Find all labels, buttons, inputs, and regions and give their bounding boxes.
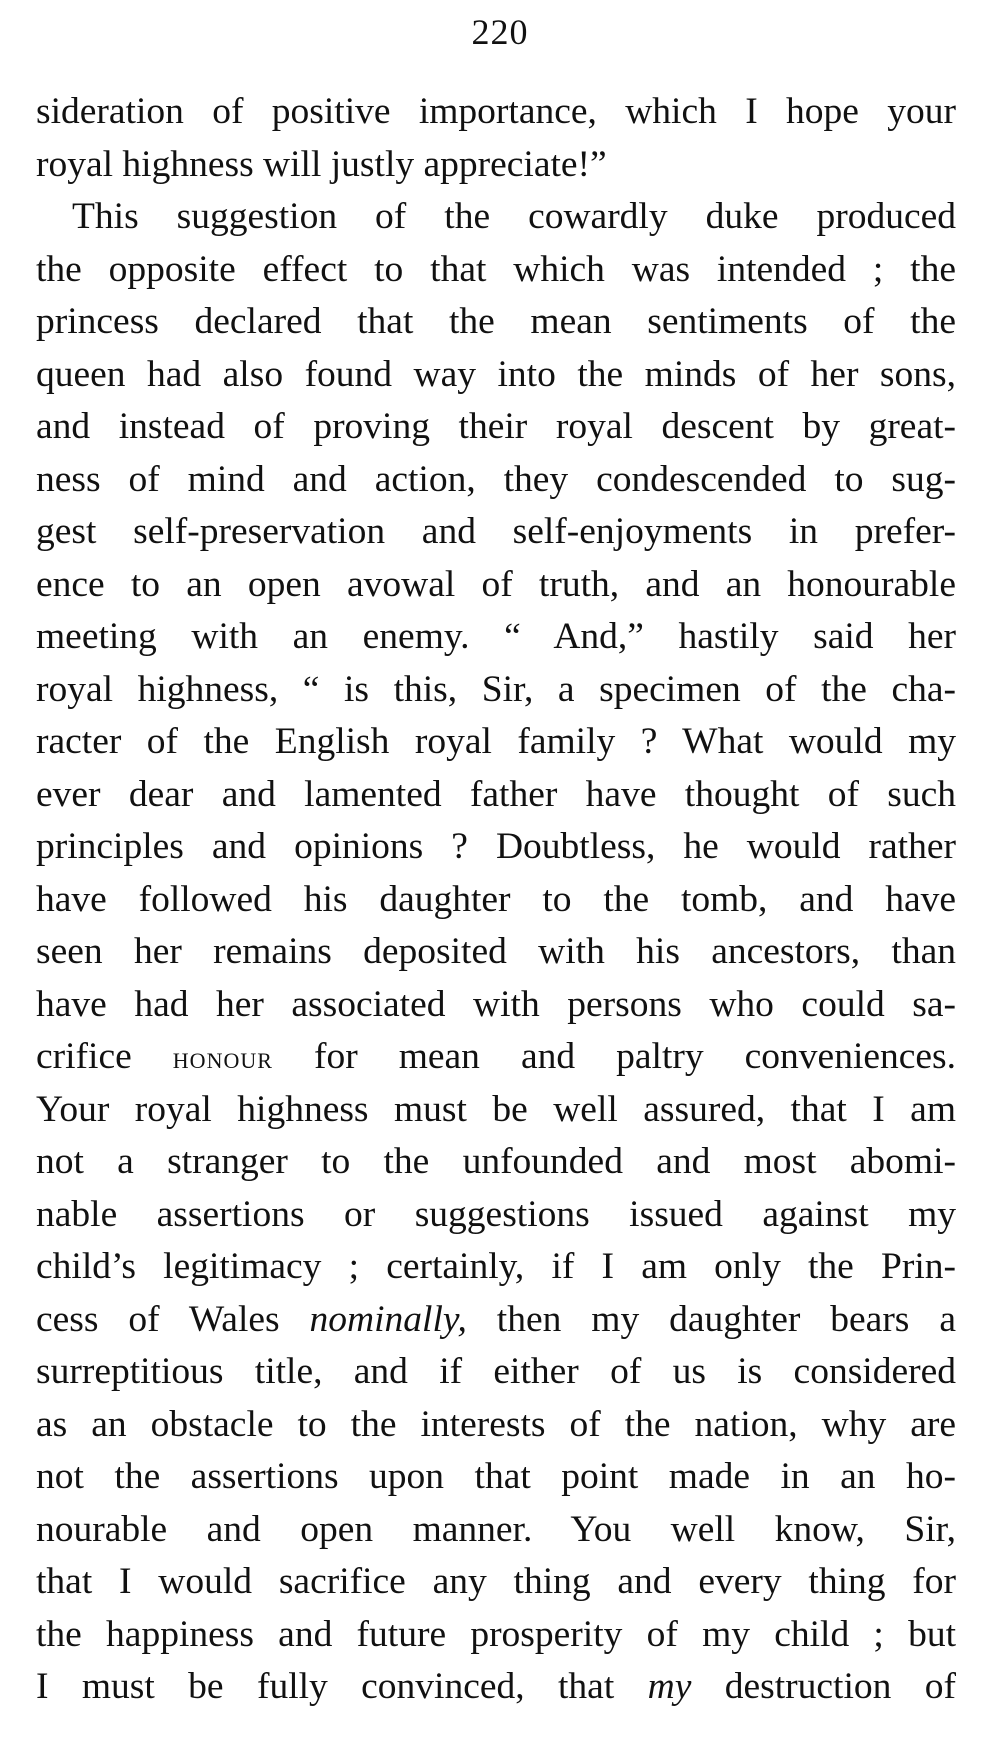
text-line: nourable and open manner. You well know, Sir, — [36, 1508, 956, 1550]
body-text — [36, 86, 956, 1714]
text-line: not the assertions upon that point made in an ho- — [36, 1456, 956, 1497]
text-run: destruction of — [691, 1666, 956, 1707]
text-line: the opposite effect to that which was intended ; the — [36, 248, 956, 290]
text-run: I must be fully convinced, that — [36, 1666, 648, 1707]
small-caps-word: honour — [172, 1041, 273, 1075]
text-line: sideration of positive importance, which I hope your — [36, 91, 956, 132]
italic-word: nominally, — [309, 1298, 467, 1340]
text-line: as an obstacle to the interests of the nation, why are — [36, 1403, 956, 1445]
text-line: have had her associated with persons who could sa- — [36, 983, 956, 1025]
text-line: that I would sacrifice any thing and every thing for — [36, 1561, 956, 1602]
text-line: queen had also found way into the minds of her sons, — [36, 353, 956, 395]
text-line: royal highness will justly appreciate!” — [36, 143, 607, 185]
text-line: Your royal highness must be well assured, that I am — [36, 1088, 956, 1130]
text-run: then my daughter bears a — [466, 1298, 956, 1340]
text-line: principles and opinions ? Doubtless, he would rather — [36, 826, 956, 867]
page-number: 220 — [471, 12, 529, 52]
text-line: have followed his daughter to the tomb, and have — [36, 878, 956, 920]
text-line — [36, 1294, 956, 1347]
text-run: for mean and paltry conveniences. — [272, 1036, 957, 1077]
text-line: racter of the English royal family ? What would my — [36, 721, 956, 762]
text-line: ence to an open avowal of truth, and an honourable — [36, 563, 956, 605]
text-run: cess of Wales — [36, 1298, 310, 1340]
italic-word: my — [647, 1666, 692, 1707]
text-line: seen her remains deposited with his ancestors, than — [36, 931, 956, 972]
text-line: gest self-preservation and self-enjoyments in prefer- — [36, 511, 956, 552]
text-line: This suggestion of the cowardly duke produced — [72, 196, 956, 237]
text-run: crifice — [36, 1036, 173, 1077]
text-line: child’s legitimacy ; certainly, if I am only the Prin- — [36, 1246, 956, 1287]
text-line — [36, 1661, 956, 1714]
text-line: and instead of proving their royal descent by great- — [36, 406, 956, 447]
text-line: ness of mind and action, they condescended to sug- — [36, 458, 956, 500]
text-line: surreptitious title, and if either of us is considered — [36, 1351, 956, 1392]
text-line: princess declared that the mean sentiments of the — [36, 301, 956, 342]
text-line: nable assertions or suggestions issued against my — [36, 1193, 956, 1235]
text-line: not a stranger to the unfounded and most abomi- — [36, 1141, 956, 1182]
text-line: meeting with an enemy. “ And,” hastily said her — [36, 616, 956, 657]
text-line: royal highness, “ is this, Sir, a specimen of the cha- — [36, 668, 956, 710]
text-line: ever dear and lamented father have thought of such — [36, 773, 956, 815]
text-line: the happiness and future prosperity of my child ; but — [36, 1613, 956, 1655]
text-line — [36, 1031, 956, 1084]
